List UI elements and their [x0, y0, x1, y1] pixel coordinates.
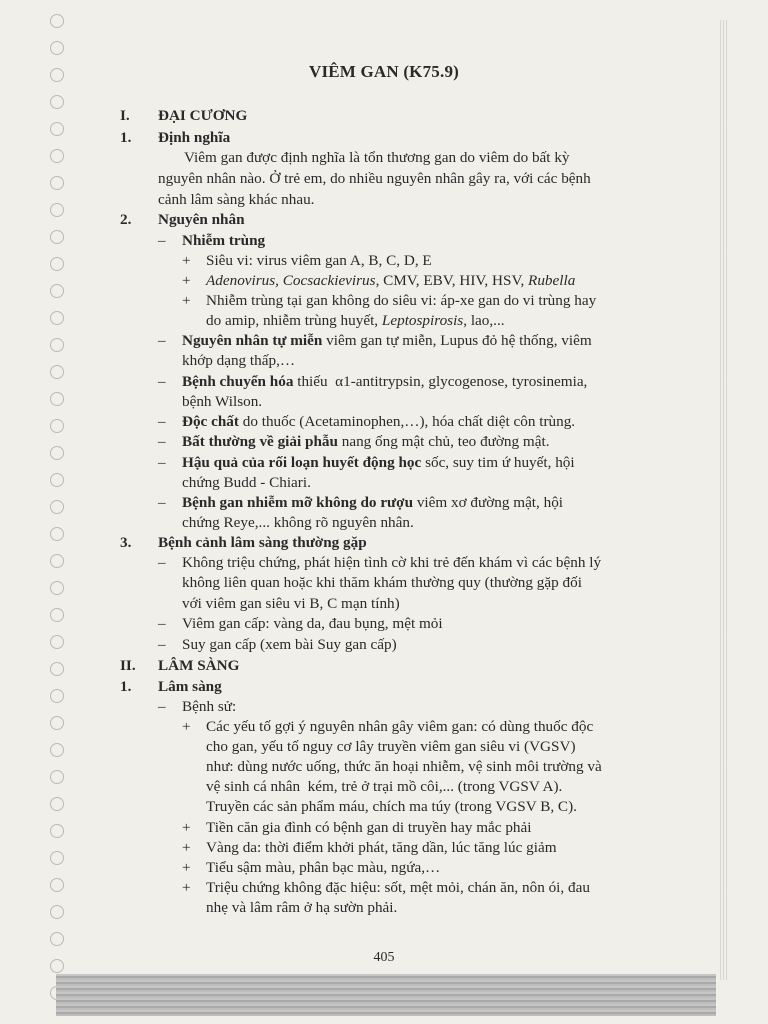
binder-hole	[50, 122, 64, 136]
body-line: Nhiễm trùng	[182, 232, 266, 249]
binder-hole	[50, 797, 64, 811]
bullet-marker: –	[158, 433, 166, 450]
body-line: Suy gan cấp (xem bài Suy gan cấp)	[182, 636, 397, 653]
bullet-marker: –	[158, 332, 166, 349]
bullet-marker: –	[158, 454, 166, 471]
section-heading: ĐẠI CƯƠNG	[158, 107, 248, 124]
body-line: cho gan, yếu tố nguy cơ lây truyền viêm gan siêu vi (VGSV)	[206, 738, 576, 755]
body-line: Vàng da: thời điểm khởi phát, tăng dần, lúc tăng lúc giảm	[206, 839, 557, 856]
binder-hole	[50, 230, 64, 244]
bullet-marker: –	[158, 494, 166, 511]
binder-hole	[50, 365, 64, 379]
section-number: 2.	[120, 211, 132, 228]
bullet-marker: +	[182, 819, 191, 836]
binder-hole	[50, 662, 64, 676]
binder-hole	[50, 770, 64, 784]
body-line: như: dùng nước uống, thức ăn hoại nhiễm, vệ sinh môi trường và	[206, 758, 602, 775]
binder-hole	[50, 743, 64, 757]
bullet-marker: +	[182, 839, 191, 856]
binder-hole	[50, 689, 64, 703]
bullet-marker: +	[182, 252, 191, 269]
binder-hole	[50, 824, 64, 838]
bullet-marker: +	[182, 272, 191, 289]
body-line: Các yếu tố gợi ý nguyên nhân gây viêm gan: có dùng thuốc độc	[206, 718, 594, 735]
body-line: Adenovirus, Cocsackievirus, CMV, EBV, HIV, HSV, Rubella	[206, 272, 576, 289]
bullet-marker: +	[182, 879, 191, 896]
body-line: Triệu chứng không đặc hiệu: sốt, mệt mỏi, chán ăn, nôn ói, đau	[206, 879, 590, 896]
binder-hole	[50, 446, 64, 460]
binder-hole	[50, 338, 64, 352]
binder-hole	[50, 41, 64, 55]
binder-hole	[50, 284, 64, 298]
binder-hole	[50, 851, 64, 865]
scan-edge	[720, 20, 728, 980]
section-number: 1.	[120, 678, 132, 695]
body-line: nguyên nhân nào. Ở trẻ em, do nhiều nguyên nhân gây ra, với các bệnh	[158, 170, 591, 187]
body-line: Hậu quả của rối loạn huyết động học sốc, suy tim ứ huyết, hội	[182, 454, 575, 471]
binder-hole	[50, 257, 64, 271]
binder-hole	[50, 932, 64, 946]
section-heading: Định nghĩa	[158, 129, 231, 146]
body-line: vệ sinh cá nhân kém, trẻ ở trại mồ côi,... (trong VGSV A).	[206, 778, 563, 795]
binder-hole	[50, 203, 64, 217]
body-line: chứng Reye,... không rõ nguyên nhân.	[182, 514, 414, 531]
binder-hole	[50, 878, 64, 892]
body-line: do amip, nhiễm trùng huyết, Leptospirosis, lao,...	[206, 312, 505, 329]
body-line: Tiểu sậm màu, phân bạc màu, ngứa,…	[206, 859, 441, 876]
binder-hole	[50, 311, 64, 325]
binder-hole	[50, 149, 64, 163]
bullet-marker: –	[158, 615, 166, 632]
binder-hole	[50, 419, 64, 433]
section-heading: Bệnh cảnh lâm sàng thường gặp	[158, 534, 367, 551]
body-line: Bệnh chuyển hóa thiếu α1-antitrypsin, glycogenose, tyrosinemia,	[182, 373, 588, 390]
body-line: chứng Budd - Chiari.	[182, 474, 311, 491]
body-line: Tiền căn gia đình có bệnh gan di truyền hay mắc phải	[206, 819, 532, 836]
binder-hole	[50, 905, 64, 919]
scan-footer-band	[56, 974, 716, 1016]
body-line: với viêm gan siêu vi B, C mạn tính)	[182, 595, 400, 612]
bullet-marker: –	[158, 698, 166, 715]
section-number: I.	[120, 107, 130, 124]
binder-hole	[50, 635, 64, 649]
binder-hole	[50, 392, 64, 406]
bullet-marker: –	[158, 232, 166, 249]
body-line: không liên quan hoặc khi thăm khám thường quy (thường gặp đối	[182, 574, 582, 591]
page-number: 405	[373, 950, 395, 965]
document-title: VIÊM GAN (K75.9)	[308, 62, 460, 81]
binder-hole	[50, 716, 64, 730]
body-line: cảnh lâm sàng khác nhau.	[158, 191, 315, 208]
body-line: Nhiễm trùng tại gan không do siêu vi: áp-xe gan do vi trùng hay	[206, 292, 597, 309]
binder-hole	[50, 581, 64, 595]
body-line: Viêm gan được định nghĩa là tổn thương gan do viêm do bất kỳ	[184, 149, 570, 166]
body-line: khớp dạng thấp,…	[182, 352, 296, 369]
binder-hole	[50, 473, 64, 487]
body-line: bệnh Wilson.	[182, 393, 263, 410]
body-line: Viêm gan cấp: vàng da, đau bụng, mệt mỏi	[182, 615, 443, 632]
body-line: Độc chất do thuốc (Acetaminophen,…), hóa chất diệt côn trùng.	[182, 413, 576, 430]
binder-hole	[50, 176, 64, 190]
binder-hole	[50, 527, 64, 541]
binder-hole	[50, 554, 64, 568]
body-line: nhẹ và lâm râm ở hạ sườn phải.	[206, 899, 398, 916]
section-number: II.	[120, 657, 136, 674]
section-heading: Lâm sàng	[158, 678, 222, 695]
body-line: Bất thường về giải phẫu nang ống mật chủ, teo đường mật.	[182, 433, 550, 450]
binder-hole	[50, 500, 64, 514]
body-line: Nguyên nhân tự miễn viêm gan tự miễn, Lupus đỏ hệ thống, viêm	[182, 332, 592, 349]
body-line: Bệnh sử:	[182, 698, 237, 715]
section-heading: LÂM SÀNG	[158, 657, 240, 674]
bullet-marker: +	[182, 859, 191, 876]
body-line: Truyền các sản phẩm máu, chích ma túy (trong VGSV B, C).	[206, 798, 577, 815]
bullet-marker: +	[182, 718, 191, 735]
body-line: Siêu vi: virus viêm gan A, B, C, D, E	[206, 252, 432, 269]
bullet-marker: –	[158, 554, 166, 571]
binder-hole	[50, 14, 64, 28]
section-number: 1.	[120, 129, 132, 146]
bullet-marker: –	[158, 636, 166, 653]
bullet-marker: –	[158, 413, 166, 430]
binder-hole	[50, 95, 64, 109]
body-line: Bệnh gan nhiễm mỡ không do rượu viêm xơ đường mật, hội	[182, 494, 564, 511]
section-heading: Nguyên nhân	[158, 211, 245, 228]
section-number: 3.	[120, 534, 132, 551]
bullet-marker: –	[158, 373, 166, 390]
binder-holes	[0, 0, 70, 1024]
binder-hole	[50, 608, 64, 622]
bullet-marker: +	[182, 292, 191, 309]
body-line: Không triệu chứng, phát hiện tình cờ khi trẻ đến khám vì các bệnh lý	[182, 554, 602, 571]
